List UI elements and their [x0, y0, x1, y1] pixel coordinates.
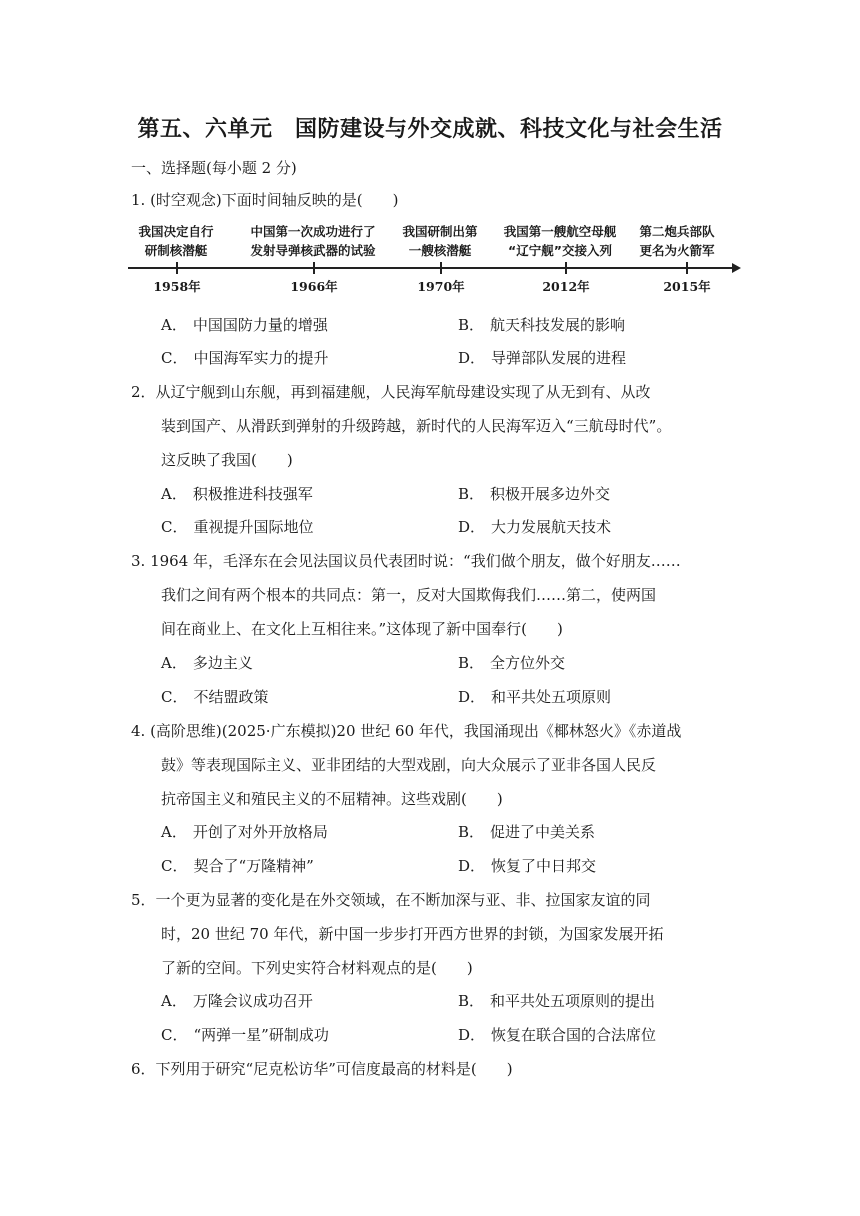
- option-letter: D．: [458, 349, 486, 367]
- option-text: 多边主义: [192, 654, 253, 672]
- timeline-axis: [128, 267, 734, 269]
- option-text: 导弹部队发展的进程: [491, 349, 627, 367]
- option-text: 恢复在联合国的合法席位: [491, 1026, 657, 1044]
- option-d: [458, 517, 611, 537]
- option-a: [161, 822, 328, 842]
- option-text: 和平共处五项原则的提出: [490, 992, 656, 1010]
- page-title: 第五、六单元 国防建设与外交成就、科技文化与社会生活: [137, 117, 723, 142]
- option-c: [161, 348, 329, 368]
- timeline-year: 2012年: [542, 279, 590, 294]
- question-3-stem-cont: 我们之间有两个根本的共同点：第一，反对大国欺侮我们……第二，使两国: [161, 586, 657, 604]
- timeline-tick: [565, 262, 567, 274]
- option-text: 开创了对外开放格局: [192, 823, 328, 841]
- option-letter: B．: [458, 992, 485, 1010]
- question-3-stem-cont: 间在商业上、在文化上互相往来。”这体现了新中国奉行( ): [161, 620, 563, 638]
- timeline-event-text: “辽宁舰”交接入列: [508, 243, 612, 258]
- option-text: 恢复了中日邦交: [491, 857, 597, 875]
- option-d: [458, 687, 611, 707]
- option-letter: A．: [161, 823, 187, 841]
- option-a: [161, 653, 253, 673]
- timeline-event-text: 发射导弹核武器的试验: [250, 243, 376, 258]
- question-5-stem: 5．一个更为显著的变化是在外交领域，在不断加深与亚、非、拉国家友谊的同: [131, 891, 651, 909]
- timeline-event-2015: [639, 222, 714, 260]
- option-letter: D．: [458, 857, 486, 875]
- option-text: 契合了“万隆精神”: [193, 857, 314, 875]
- timeline-event-1966: [250, 222, 375, 260]
- question-3-stem: 3. 1964 年，毛泽东在会见法国议员代表团时说：“我们做个朋友，做个好朋友……: [131, 552, 681, 570]
- option-text: 中国海军实力的提升: [193, 349, 329, 367]
- timeline-year: 1958年: [153, 279, 201, 294]
- timeline-event-2012: [504, 222, 617, 260]
- option-letter: C．: [161, 688, 188, 706]
- timeline-figure: [128, 222, 740, 298]
- question-1-stem: 1. (时空观念)下面时间轴反映的是( ): [131, 191, 399, 209]
- option-c: [161, 687, 269, 707]
- option-letter: B．: [458, 485, 485, 503]
- option-d: [458, 348, 626, 368]
- option-text: 促进了中美关系: [490, 823, 596, 841]
- option-letter: D．: [458, 518, 486, 536]
- option-a: [161, 315, 328, 335]
- option-letter: B．: [458, 316, 485, 334]
- option-c: [161, 517, 314, 537]
- timeline-event-text: 我国研制出第: [402, 224, 478, 239]
- option-text: “两弹一星”研制成功: [193, 1026, 329, 1044]
- option-letter: A．: [161, 992, 187, 1010]
- question-4-stem-cont: 鼓》等表现国际主义、亚非团结的大型戏剧，向大众展示了亚非各国人民反: [161, 756, 657, 774]
- timeline-year: 1970年: [417, 279, 465, 294]
- question-5-stem-cont: 时，20 世纪 70 年代，新中国一步步打开西方世界的封锁，为国家发展开拓: [161, 925, 664, 943]
- timeline-event-1970: [402, 222, 477, 260]
- option-text: 航天科技发展的影响: [490, 316, 626, 334]
- timeline-event-text: 我国第一艘航空母舰: [503, 224, 617, 239]
- option-letter: A．: [161, 654, 187, 672]
- timeline-tick: [313, 262, 315, 274]
- timeline-tick: [686, 262, 688, 274]
- option-letter: A．: [161, 485, 187, 503]
- option-letter: C．: [161, 518, 188, 536]
- option-letter: D．: [458, 1026, 486, 1044]
- timeline-tick: [176, 262, 178, 274]
- option-text: 大力发展航天技术: [491, 518, 612, 536]
- timeline-year: 2015年: [663, 279, 711, 294]
- question-2-stem-cont: 这反映了我国( ): [161, 451, 293, 469]
- option-letter: C．: [161, 1026, 188, 1044]
- question-6-stem: 6．下列用于研究“尼克松访华”可信度最高的材料是( ): [131, 1060, 513, 1078]
- timeline-event-text: 研制核潜艇: [144, 243, 208, 258]
- option-letter: D．: [458, 688, 486, 706]
- option-letter: A．: [161, 316, 187, 334]
- timeline-event-text: 一艘核潜艇: [408, 243, 472, 258]
- question-2-stem-cont: 装到国产、从滑跃到弹射的升级跨越，新时代的人民海军迈入“三航母时代”。: [161, 417, 672, 435]
- timeline-event-1958: [138, 222, 213, 260]
- option-b: [458, 315, 625, 335]
- timeline-event-text: 第二炮兵部队: [639, 224, 715, 239]
- timeline-arrow-icon: [732, 263, 741, 273]
- question-5-stem-cont: 了新的空间。下列史实符合材料观点的是( ): [161, 959, 473, 977]
- option-c: [161, 1025, 329, 1045]
- timeline-event-text: 中国第一次成功进行了: [250, 224, 376, 239]
- option-a: [161, 484, 313, 504]
- option-text: 全方位外交: [490, 654, 566, 672]
- timeline-tick: [440, 262, 442, 274]
- option-b: [458, 653, 565, 673]
- section-heading: 一、选择题(每小题 2 分): [131, 159, 297, 177]
- question-4-stem: 4. (高阶思维)(2025·广东模拟)20 世纪 60 年代，我国涌现出《椰林怒火》《赤道战: [131, 722, 682, 740]
- option-d: [458, 1025, 656, 1045]
- option-a: [161, 991, 313, 1011]
- option-text: 万隆会议成功召开: [192, 992, 313, 1010]
- option-letter: C．: [161, 857, 188, 875]
- option-letter: B．: [458, 654, 485, 672]
- option-text: 重视提升国际地位: [193, 518, 314, 536]
- timeline-event-text: 更名为火箭军: [639, 243, 715, 258]
- option-letter: C．: [161, 349, 188, 367]
- timeline-year: 1966年: [290, 279, 338, 294]
- question-2-stem: 2．从辽宁舰到山东舰，再到福建舰，人民海军航母建设实现了从无到有、从改: [131, 383, 651, 401]
- option-d: [458, 856, 596, 876]
- option-letter: B．: [458, 823, 485, 841]
- option-text: 积极开展多边外交: [490, 485, 611, 503]
- timeline-event-text: 我国决定自行: [138, 224, 214, 239]
- option-b: [458, 822, 595, 842]
- option-c: [161, 856, 314, 876]
- question-4-stem-cont: 抗帝国主义和殖民主义的不屈精神。这些戏剧( ): [161, 790, 503, 808]
- option-b: [458, 484, 610, 504]
- option-text: 不结盟政策: [193, 688, 269, 706]
- option-text: 和平共处五项原则: [491, 688, 612, 706]
- option-text: 中国国防力量的增强: [192, 316, 328, 334]
- option-b: [458, 991, 655, 1011]
- option-text: 积极推进科技强军: [192, 485, 313, 503]
